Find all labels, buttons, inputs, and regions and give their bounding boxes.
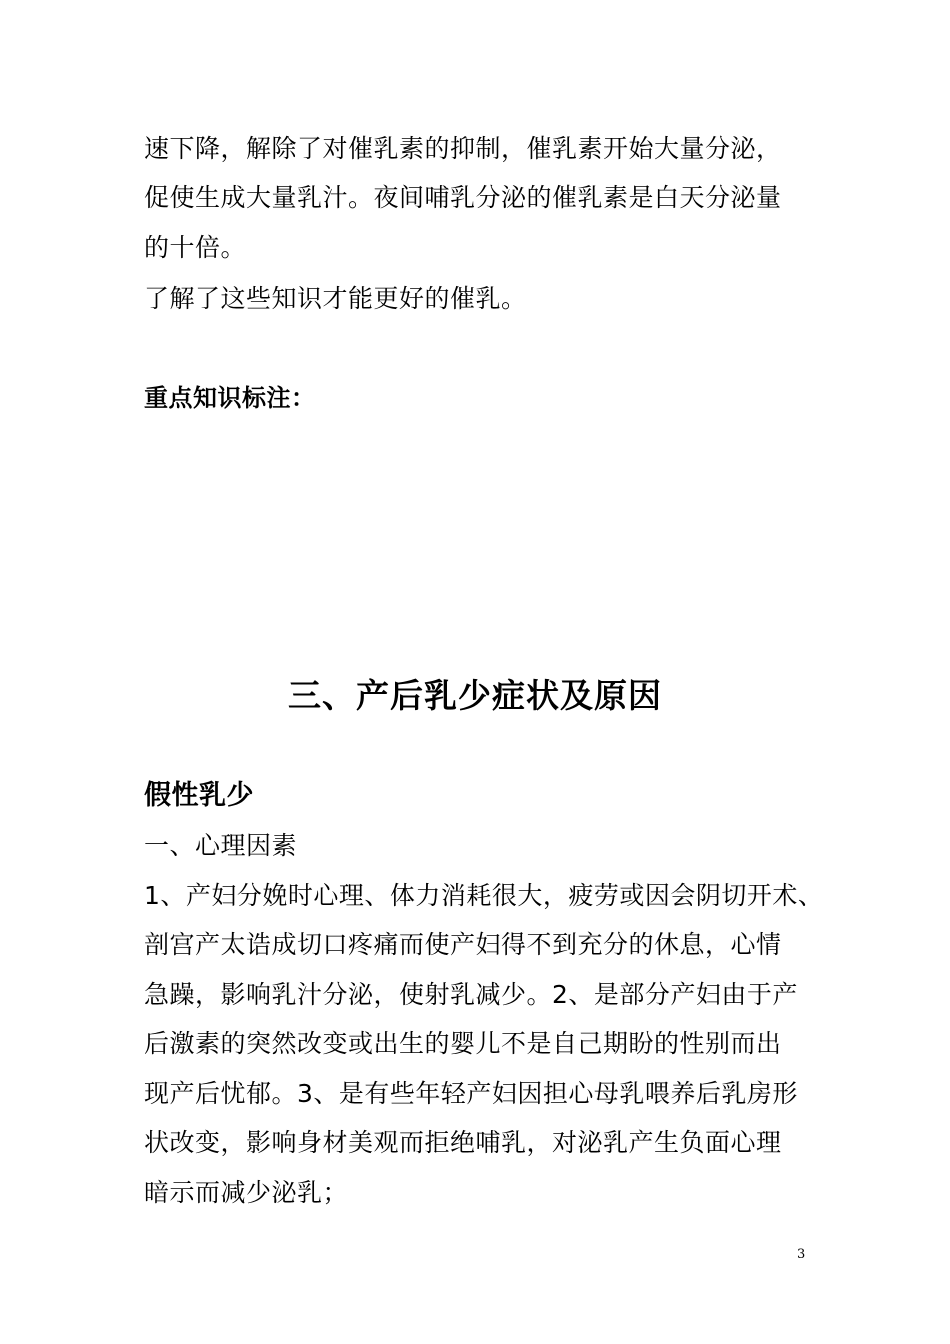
body-line-1: 1、产妇分娩时心理、体力消耗很大，疲劳或因会阴切开术、	[144, 881, 824, 910]
body-line-3: 急躁，影响乳汁分泌，使射乳减少。2、是部分产妇由于产	[144, 980, 798, 1009]
body-line-2: 剖宫产太诰成切口疼痛而使产妇得不到充分的休息，心情	[144, 930, 782, 959]
body-line-4: 后激素的突然改变或出生的婴儿不是自己期盼的性别而出	[144, 1029, 782, 1058]
intro-line-1: 速下降，解除了对催乳素的抑制，催乳素开始大量分泌，	[144, 134, 782, 163]
body-line-6: 状改变，影响身材美观而拒绝哺乳，对泌乳产生负面心理	[144, 1128, 782, 1157]
section-title: 三、产后乳少症状及原因	[288, 676, 662, 715]
intro-line-4: 了解了这些知识才能更好的催乳。	[144, 284, 527, 313]
body-line-5: 现产后忧郁。3、是有些年轻产妇因担心母乳喂养后乳房形	[144, 1079, 798, 1108]
intro-line-2: 促使生成大量乳汁。夜间哺乳分泌的催乳素是白天分泌量	[144, 183, 782, 212]
body-line-7: 暗示而减少泌乳；	[144, 1178, 349, 1207]
key-notes-label: 重点知识标注：	[144, 384, 316, 412]
page-number: 3	[797, 1247, 806, 1262]
intro-line-3: 的十倍。	[144, 233, 247, 262]
item-heading: 一、心理因素	[144, 831, 298, 860]
section-subheading: 假性乳少	[144, 780, 254, 811]
